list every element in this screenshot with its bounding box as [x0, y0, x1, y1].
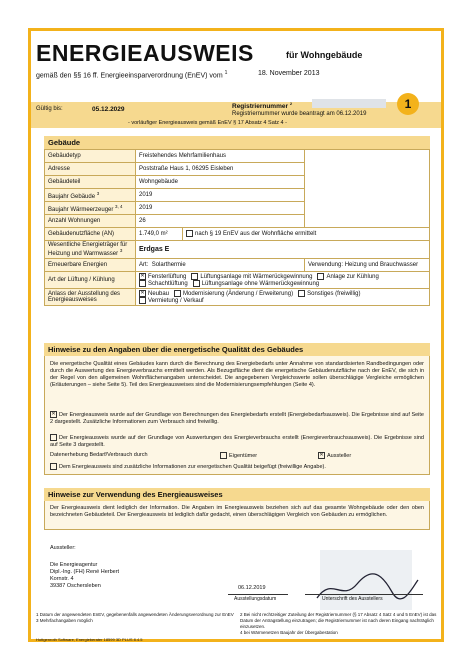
data-collection-label: Datenerhebung Bedarf/Verbrauch durch	[50, 452, 148, 458]
date-line	[228, 594, 288, 595]
row-label: Baujahr Gebäude $^3$	[45, 189, 136, 202]
option-aussteller: ✕ Aussteller	[319, 452, 352, 459]
issuer-line: Dipl.-Ing. (FH) René Herbert	[50, 569, 120, 575]
row-value: Wohngebäude	[136, 176, 305, 189]
provisional-note: - vorläufiger Energieausweis gemäß EnEV § 17 Absatz 4 Satz 4 -	[128, 120, 287, 126]
signature-line	[305, 594, 423, 595]
building-data-table	[44, 149, 430, 306]
valid-until-value: 05.12.2029	[92, 106, 125, 113]
row-label: Gebäudeteil	[45, 176, 136, 189]
checkbox-icon	[50, 434, 57, 441]
quality-paragraph: Die energetische Qualität eines Gebäudes kann durch die Berechnung des Energiebedarfs unter Annahme von standardisierten Randbedingungen oder durch die Auswertung des Energieverbrauchs ermittelt werden. Als Bezugsfläche dient die energetische Gebäudenutzfläche nach der EnEV, die sich in der Regel von den allgemeinen Wohnflächenangaben unterscheidet. Die angegebenen Vergleichswerte sollen überschlägige Vergleiche ermöglichen (Erläuterungen – siehe Seite 5). Teil des Energieausweises sind die Modernisierungsempfehlungen (Seite 4).	[50, 361, 424, 388]
issue-date-label: Ausstellungsdatum	[234, 596, 277, 602]
row-label: Baujahr Wärmeerzeuger $^{3, 4}$	[45, 202, 136, 215]
checkbox-icon	[298, 290, 305, 297]
row-value: Poststraße Haus 1, 06295 Eisleben	[136, 163, 305, 176]
checkbox-icon	[193, 280, 200, 287]
footnote-1: 1 Datum der angewendeten EnEV, gegebenenfalls angewendeten Änderungsverordnung zur EnEV 3 Mehrfachangaben möglich	[36, 612, 234, 623]
row-value: ✕ Fensterlüftung Lüftungsanlage mit Wärmerückgewinnung Anlage zur Kühlung Schachtlüftung Lüftungsanlage ohne Wärmerückgewinnung	[136, 272, 430, 289]
checked-checkbox-icon: ✕	[51, 411, 56, 417]
checked-checkbox-icon: ✕	[140, 273, 145, 279]
page-number-badge: 1	[397, 93, 419, 115]
checkbox-icon	[174, 290, 181, 297]
option-eigentuemer: Eigentümer	[220, 452, 257, 460]
row-label: Art der Lüftung / Kühlung	[45, 272, 136, 289]
signature-label: Unterschrift des Ausstellers	[322, 596, 383, 602]
checked-checkbox-icon: ✕	[140, 290, 145, 297]
usage-paragraph: Der Energieausweis dient lediglich der Information. Die Angaben im Energieausweis beziehen sich auf das gesamte Wohngebäude oder den oben bezeichneten Gebäudeteil. Der Energieausweis ist lediglich dafür gedacht, einen überschlägigen Vergleich von Gebäuden zu ermöglichen.	[50, 505, 424, 518]
issuer-line: Die Energieagentur	[50, 562, 98, 568]
section-heading-verwendung: Hinweise zur Verwendung des Energieausweises	[44, 488, 430, 501]
table-row	[45, 289, 430, 306]
checkbox-icon	[139, 280, 146, 287]
section-heading-hinweise: Hinweise zu den Angaben über die energetische Qualität des Gebäudes	[44, 343, 430, 356]
issuer-line: Kornstr. 4	[50, 576, 74, 582]
software-note: Hottgenroth Software, Energieberater 18599 3D PLUS 8.4.5	[36, 637, 143, 642]
issuer-line: 39387 Oschersleben	[50, 583, 101, 589]
row-label: Gebäudenutzfläche (AN)	[45, 228, 136, 241]
row-label: Erneuerbare Energien	[45, 259, 136, 272]
document-subtitle: für Wohngebäude	[286, 50, 363, 60]
row-value: ✕ Neubau Modernisierung (Änderung / Erweiterung) Sonstiges (freiwillig) Vermietung / Verkauf	[136, 289, 430, 306]
enev-reference: gemäß den §§ 16 ff. Energieeinsparverordnung (EnEV) vom $^1$	[36, 70, 228, 80]
document-title: ENERGIEAUSWEIS	[36, 40, 254, 66]
checkbox-icon	[317, 273, 324, 280]
valid-until-label: Gültig bis:	[36, 106, 63, 112]
issue-date: 06.12.2019	[238, 585, 266, 591]
checked-checkbox-icon: ✕	[319, 452, 324, 458]
row-value: Erdgas E	[136, 241, 430, 259]
row-value: 1.749,0 m²	[136, 228, 183, 241]
checkbox-icon	[191, 273, 198, 280]
row-value: 26	[136, 215, 305, 228]
option-zusatzinfo: Dem Energieausweis sind zusätzliche Informationen zur energetischen Qualität beigefügt (freiwillige Angabe).	[50, 463, 326, 471]
option-verbrauch: Der Energieausweis wurde auf der Grundlage von Auswertungen des Energieverbrauchs erstellt (Energieverbrauchsausweis). Die Ergebnisse sind auf Seite 3 dargestellt.	[50, 434, 424, 448]
table-row	[45, 150, 430, 163]
building-photo-area	[305, 150, 430, 228]
table-row	[45, 228, 430, 241]
table-row	[45, 241, 430, 259]
checkbox-icon	[139, 297, 146, 304]
row-value: 2019	[136, 202, 305, 215]
row-value: Freistehendes Mehrfamilienhaus	[136, 150, 305, 163]
row-label: Adresse	[45, 163, 136, 176]
registration-number-field	[312, 99, 386, 108]
row-label: Gebäudetyp	[45, 150, 136, 163]
row-label: Anlass der Ausstellung des Energieausweises	[45, 289, 136, 306]
registration-label: Registriernummer $^2$	[232, 101, 293, 111]
row-value: Art: Solarthermie	[136, 259, 305, 272]
checkbox-icon	[186, 230, 193, 237]
row-extra: nach § 19 EnEV aus der Wohnfläche ermittelt	[183, 228, 430, 241]
row-label: Anzahl Wohnungen	[45, 215, 136, 228]
footnote-2: 2 Bei nicht rechtzeitiger Zuteilung der Registriernummer (§ 17 Absatz 4 Satz 4 und 5 EnEV) ist das Datum der Antragstellung einzutragen; die Registriernummer ist nach deren Eingang nachträglich einzusetzen. 4 bei Wärmenetzen Baujahr der Übergabestation	[240, 612, 437, 635]
section-heading-gebaeude: Gebäude	[44, 136, 430, 149]
option-bedarf: ✕ Der Energieausweis wurde auf der Grundlage von Berechnungen des Energiebedarfs erstellt (Energiebedarfsausweis). Die Ergebnisse sind auf Seite 2 dargestellt. Zusätzliche Informationen zum Verbrauch sind freiwillig.	[50, 411, 424, 425]
enev-date: 18. November 2013	[258, 70, 320, 77]
checkbox-icon	[220, 452, 227, 459]
table-row	[45, 272, 430, 289]
row-extra: Verwendung: Heizung und Brauchwasser	[305, 259, 430, 272]
checkbox-icon	[50, 463, 57, 470]
row-value: 2019	[136, 189, 305, 202]
table-row	[45, 259, 430, 272]
registration-note: Registriernummer wurde beantragt am 06.12.2019	[232, 111, 367, 117]
issuer-label: Aussteller:	[50, 545, 76, 551]
row-label: Wesentliche Energieträger für Heizung und Warmwasser $^3$	[45, 241, 136, 259]
